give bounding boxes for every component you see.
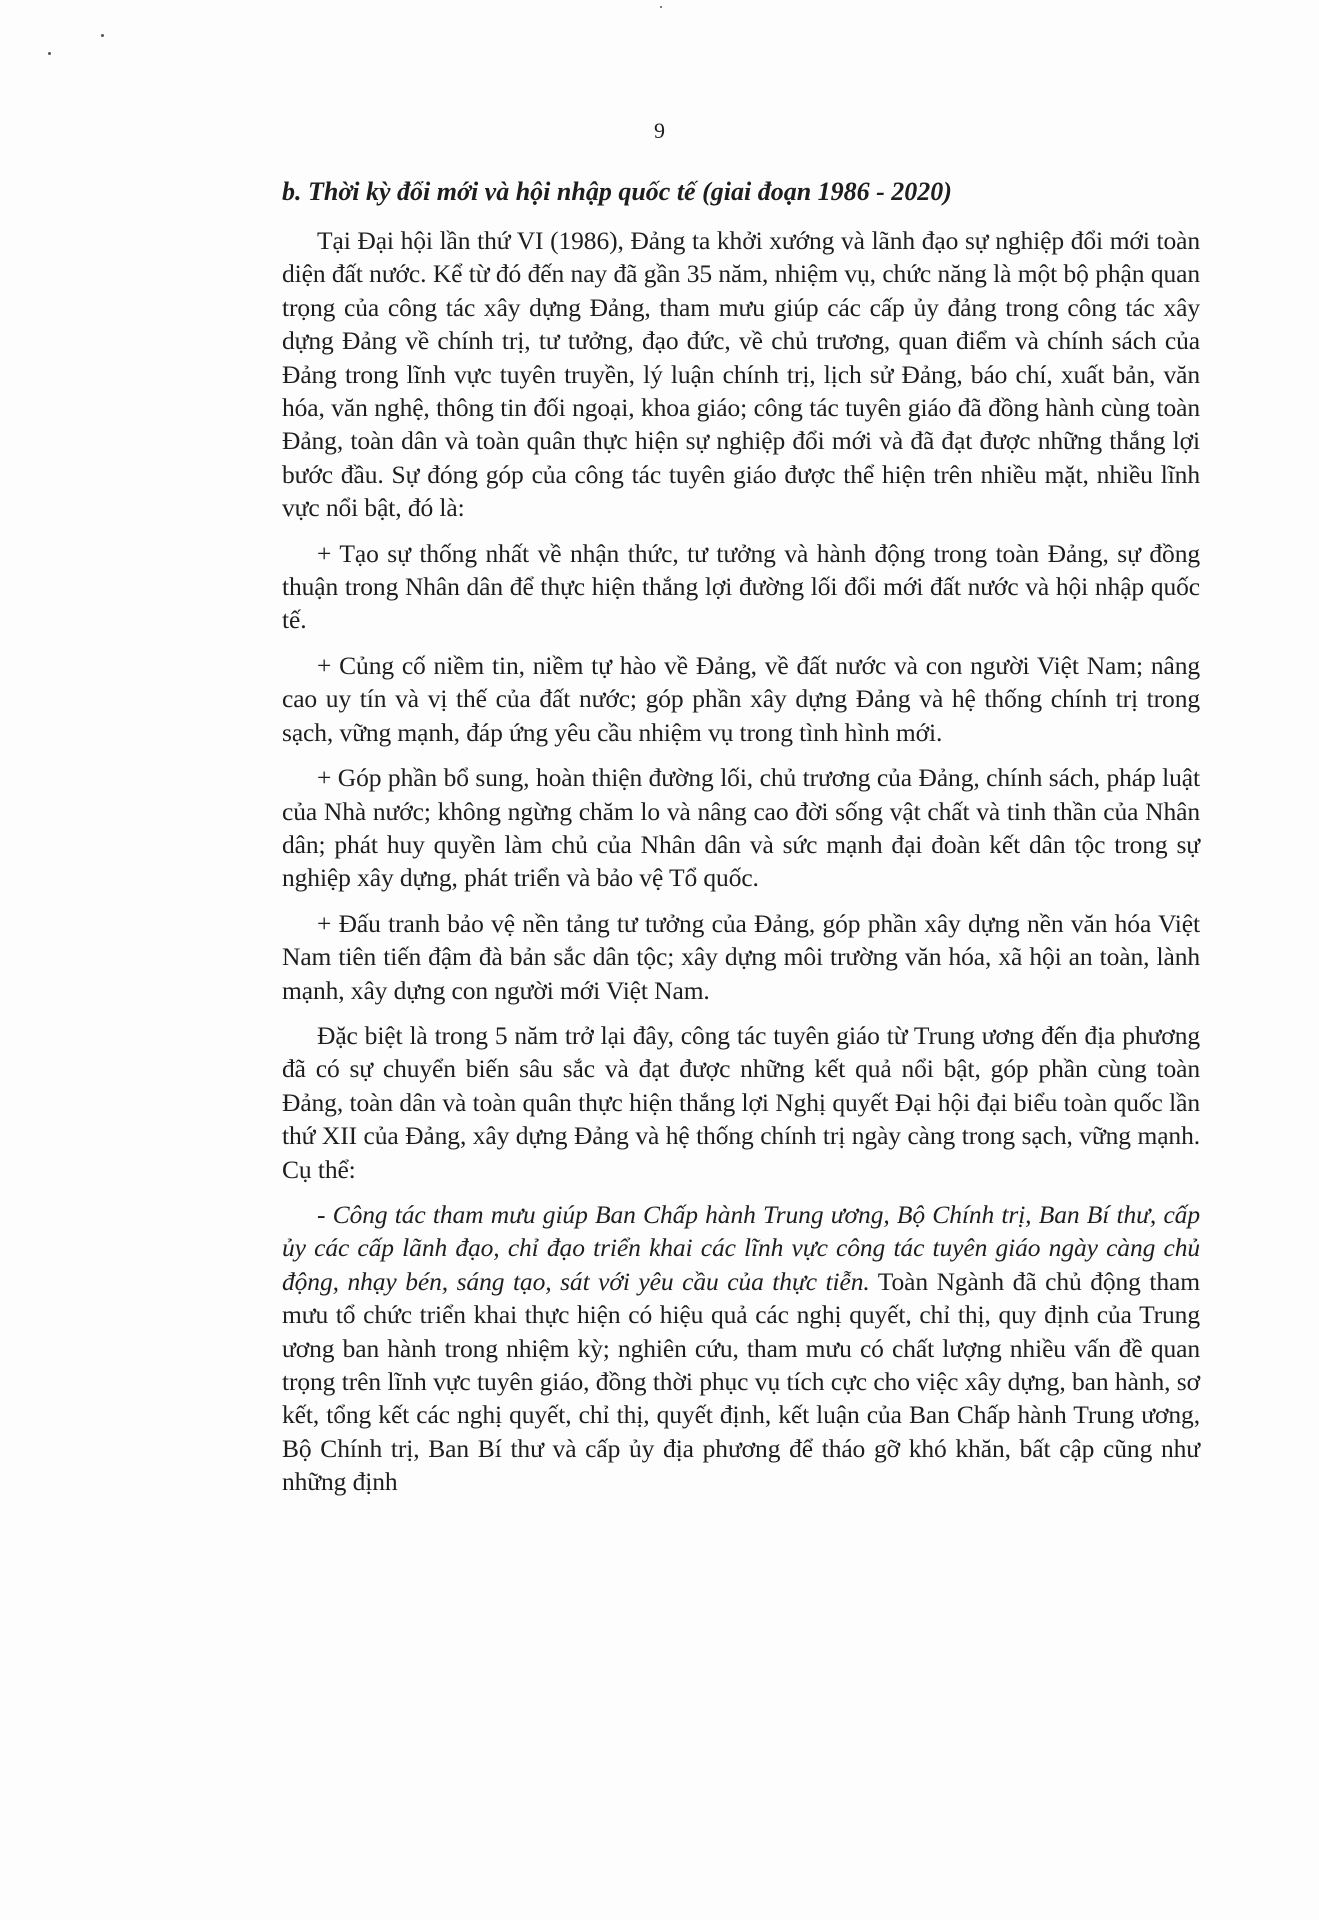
italic-lead-text: - Công tác tham mưu giúp Ban Chấp hành Trung ương, Bộ Chính trị, Ban Bí thư, cấp ủy các cấp lãnh đạo, chỉ đạo triển khai các lĩnh vực công tác tuyên giáo ngày càng chủ động, nhạy bén, sáng tạo, sát với yêu cầu của thực tiễn. [282, 1199, 1200, 1296]
paragraph: Tại Đại hội lần thứ VI (1986), Đảng ta khởi xướng và lãnh đạo sự nghiệp đổi mới toàn diện đất nước. Kể từ đó đến nay đã gần 35 năm, nhiệm vụ, chức năng là một bộ phận quan trọng của công tác xây dựng Đảng, tham mưu giúp các cấp ủy đảng trong công tác xây dựng Đảng về chính trị, tư tưởng, đạo đức, về chủ trương, quan điểm và chính sách của Đảng trong lĩnh vực tuyên truyền, lý luận chính trị, lịch sử Đảng, báo chí, xuất bản, văn hóa, văn nghệ, thông tin đối ngoại, khoa giáo; công tác tuyên giáo đã đồng hành cùng toàn Đảng, toàn dân và toàn quân thực hiện sự nghiệp đổi mới và đã đạt được những thắng lợi bước đầu. Sự đóng góp của công tác tuyên giáo được thể hiện trên nhiều mặt, nhiều lĩnh vực nổi bật, đó là: [282, 226, 1200, 523]
bullet-paragraph: + Đấu tranh bảo vệ nền tảng tư tưởng của Đảng, góp phần xây dựng nền văn hóa Việt Nam tiên tiến đậm đà bản sắc dân tộc; xây dựng môi trường văn hóa, xã hội an toàn, lành mạnh, xây dựng con người mới Việt Nam. [282, 908, 1200, 1005]
bullet-paragraph: + Tạo sự thống nhất về nhận thức, tư tưởng và hành động trong toàn Đảng, sự đồng thuận trong Nhân dân để thực hiện thắng lợi đường lối đổi mới đất nước và hội nhập quốc tế. [282, 538, 1200, 635]
paragraph: Đặc biệt là trong 5 năm trở lại đây, công tác tuyên giáo từ Trung ương đến địa phương đã có sự chuyển biến sâu sắc và đạt được những kết quả nổi bật, góp phần cùng toàn Đảng, toàn dân và toàn quân thực hiện thắng lợi Nghị quyết Đại hội đại biểu toàn quốc lần thứ XII của Đảng, xây dựng Đảng và hệ thống chính trị ngày càng trong sạch, vững mạnh. Cụ thể: [282, 1020, 1200, 1184]
document-body [282, 172, 1200, 1511]
section-heading: b. Thời kỳ đổi mới và hội nhập quốc tế (giai đoạn 1986 - 2020) [282, 177, 952, 206]
page-number: 9 [654, 118, 665, 143]
final-paragraph [282, 1198, 1200, 1499]
scan-speck [48, 52, 51, 55]
bullet-paragraph: + Góp phần bổ sung, hoàn thiện đường lối, chủ trương của Đảng, chính sách, pháp luật của Nhà nước; không ngừng chăm lo và nâng cao đời sống vật chất và tinh thần của Nhân dân; phát huy quyền làm chủ của Nhân dân và sức mạnh đại đoàn kết dân tộc trong sự nghiệp xây dựng, phát triển và bảo vệ Tổ quốc. [282, 763, 1200, 893]
scan-speck [660, 6, 662, 8]
bullet-paragraph: + Củng cố niềm tin, niềm tự hào về Đảng, về đất nước và con người Việt Nam; nâng cao uy tín và vị thế của đất nước; góp phần xây dựng Đảng và hệ thống chính trị trong sạch, vững mạnh, đáp ứng yêu cầu nhiệm vụ trong tình hình mới. [282, 650, 1200, 747]
scan-speck [101, 34, 104, 37]
paragraph-text: Toàn Ngành đã chủ động tham mưu tổ chức triển khai thực hiện có hiệu quả các nghị quyết, chỉ thị, quy định của Trung ương ban hành trong nhiệm kỳ; nghiên cứu, tham mưu có chất lượng nhiều vấn đề quan trọng trên lĩnh vực tuyên giáo, đồng thời phục vụ tích cực cho việc xây dựng, ban hành, sơ kết, tổng kết các nghị quyết, chỉ thị, quyết định, kết luận của Ban Chấp hành Trung ương, Bộ Chính trị, Ban Bí thư và cấp ủy địa phương để tháo gỡ khó khăn, bất cập cũng như những định [282, 1266, 1200, 1497]
